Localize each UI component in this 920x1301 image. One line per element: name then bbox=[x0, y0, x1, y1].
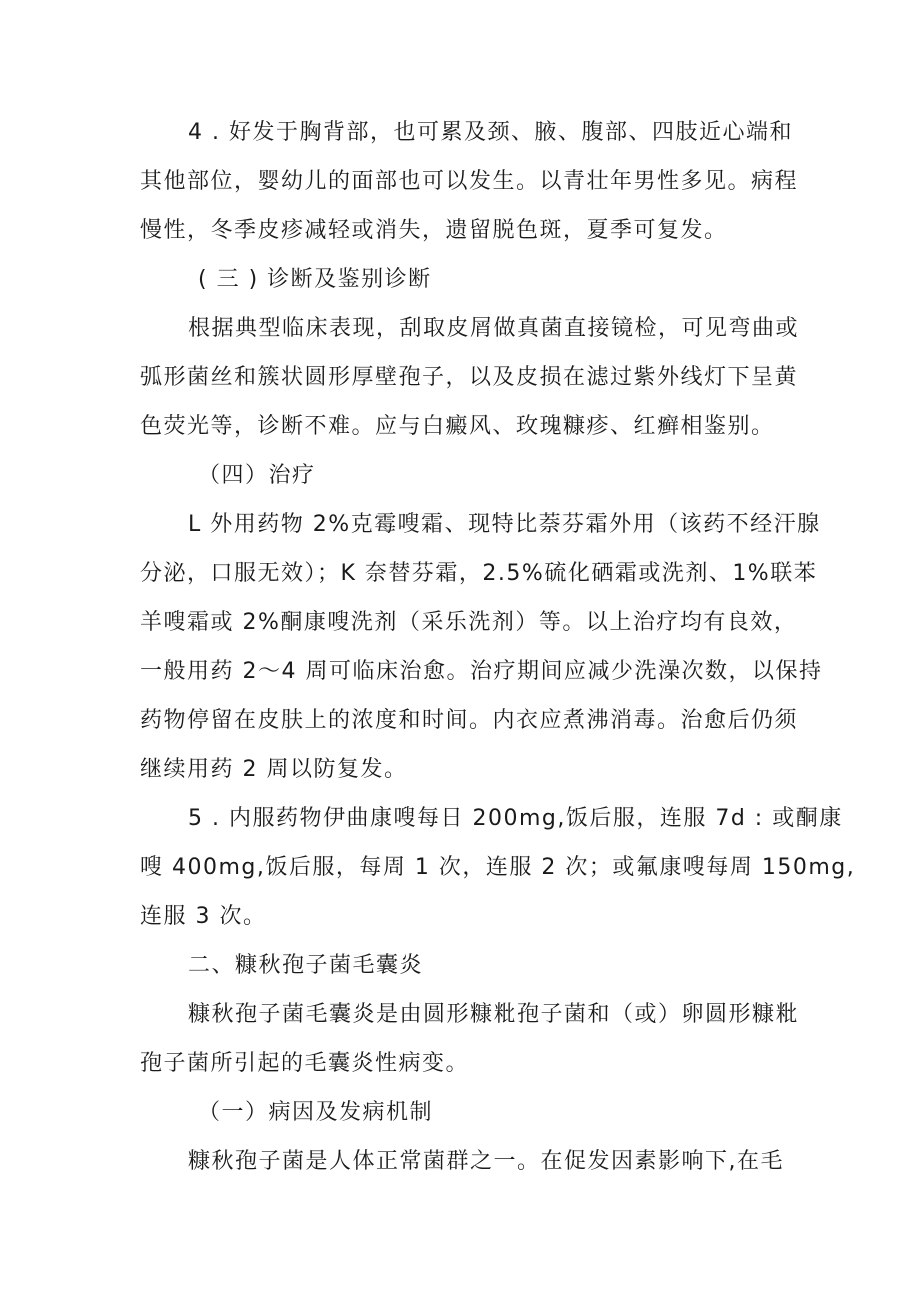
paragraph-definition-line: 孢子菌所引起的毛囊炎性病变。 bbox=[140, 1051, 470, 1076]
paragraph-item-4-line: 其他部位，婴幼儿的面部也可以发生。以青壮年男性多见。病程 bbox=[140, 169, 799, 194]
section-heading-folliculitis: 二、糠秋孢子菌毛囊炎 bbox=[188, 953, 424, 978]
paragraph-topical-line: L 外用药物 2%克霉嗖霜、现特比萘芬霜外用（该药不经汗腺 bbox=[188, 512, 821, 537]
paragraph-topical-line: 分泌，口服无效）；K 奈替芬霜，2.5%硫化硒霜或洗剂、1%联苯 bbox=[140, 561, 818, 586]
section-heading-treatment: （四）治疗 bbox=[198, 463, 316, 488]
paragraph-diagnosis-line: 弧形菌丝和簇状圆形厚壁孢子，以及皮损在滤过紫外线灯下呈黄 bbox=[140, 365, 799, 390]
paragraph-etiology-line: 糠秋孢子菌是人体正常菌群之一。在促发因素影响下,在毛 bbox=[188, 1149, 784, 1174]
paragraph-diagnosis-line: 根据典型临床表现，刮取皮屑做真菌直接镜检，可见弯曲或 bbox=[188, 316, 800, 341]
paragraph-oral-line: 嗖 400mg,饭后服，每周 1 次，连服 2 次；或氟康嗖每周 150mg, bbox=[140, 855, 856, 880]
paragraph-topical-line: 一般用药 2〜4 周可临床治愈。治疗期间应减少洗澡次数，以保持 bbox=[140, 659, 823, 684]
paragraph-topical-line: 羊嗖霜或 2%酮康嗖洗剂（采乐洗剂）等。以上治疗均有良效， bbox=[140, 610, 798, 635]
paragraph-oral-line: 5 . 内服药物伊曲康嗖每日 200mg,饭后服，连服 7d : 或酮康 bbox=[188, 806, 843, 831]
paragraph-diagnosis-line: 色荧光等，诊断不难。应与白癜风、玫瑰糠疹、红癣相鉴别。 bbox=[140, 414, 775, 439]
paragraph-topical-line: 药物停留在皮肤上的浓度和时间。内衣应煮沸消毒。治愈后仍须 bbox=[140, 708, 799, 733]
section-heading-diagnosis: ( 三 ) 诊断及鉴别诊断 bbox=[198, 267, 432, 292]
section-heading-etiology: （一）病因及发病机制 bbox=[198, 1100, 434, 1125]
paragraph-item-4-line: 慢性，冬季皮疹减轻或消失，遗留脱色斑，夏季可复发。 bbox=[140, 218, 728, 243]
paragraph-item-4-line: 4 . 好发于胸背部，也可累及颈、腋、腹部、四肢近心端和 bbox=[188, 120, 793, 145]
paragraph-topical-line: 继续用药 2 周以防复发。 bbox=[140, 757, 408, 782]
paragraph-definition-line: 糠秋孢子菌毛囊炎是由圆形糠粃孢子菌和（或）卵圆形糠粃 bbox=[188, 1002, 800, 1027]
paragraph-oral-line: 连服 3 次。 bbox=[140, 904, 267, 929]
